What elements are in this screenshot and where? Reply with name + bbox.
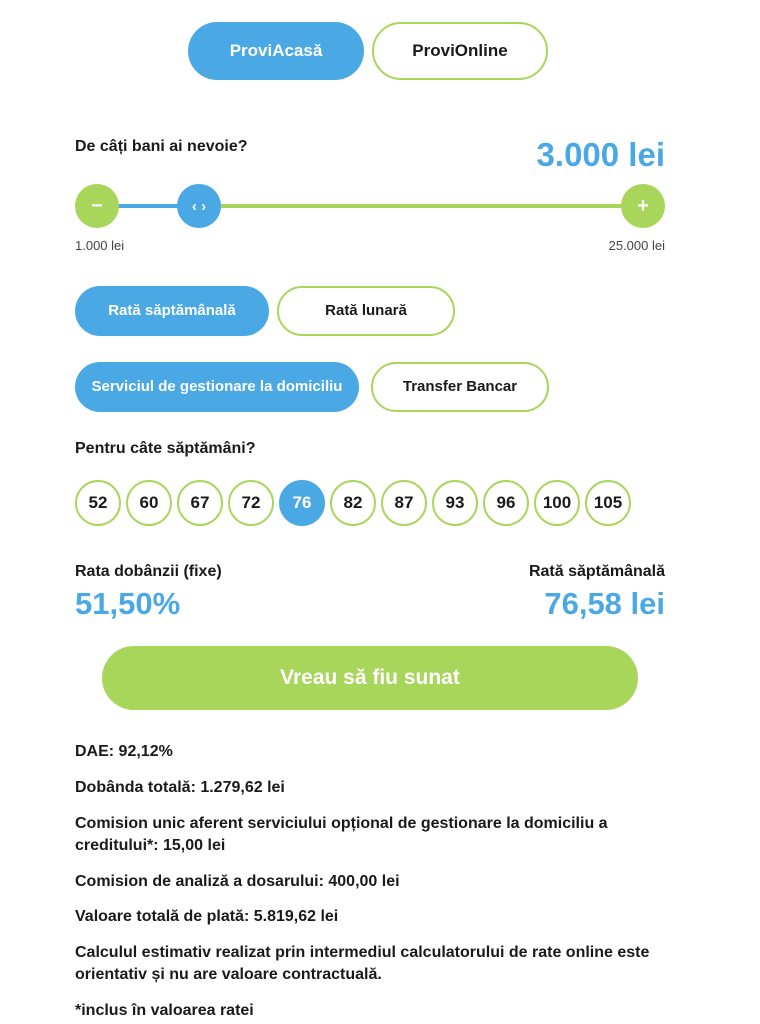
week-option-60[interactable]: 60: [126, 480, 172, 526]
monthly-rate-button[interactable]: Rată lunară: [277, 286, 455, 336]
week-option-52[interactable]: 52: [75, 480, 121, 526]
weekly-rate-button[interactable]: Rată săptămânală: [75, 286, 269, 336]
weekly-rate-value: 76,58 lei: [544, 586, 665, 621]
slider-handle[interactable]: ‹ ›: [177, 184, 221, 228]
weeks-selector: [75, 480, 631, 526]
week-option-87[interactable]: 87: [381, 480, 427, 526]
decrease-amount-button[interactable]: −: [75, 184, 119, 228]
dae-text: DAE: 92,12%: [75, 743, 173, 760]
call-me-button[interactable]: Vreau să fiu sunat: [102, 646, 638, 710]
week-option-100[interactable]: 100: [534, 480, 580, 526]
weeks-question: Pentru câte săptămâni?: [75, 440, 256, 457]
increase-amount-button[interactable]: +: [621, 184, 665, 228]
amount-min-label: 1.000 lei: [75, 238, 125, 253]
bank-transfer-button[interactable]: Transfer Bancar: [371, 362, 549, 412]
weekly-rate-label: Rată săptămânală: [528, 563, 665, 580]
interest-rate-label: Rata dobânzii (fixe): [75, 563, 222, 580]
tab-provionline[interactable]: ProviOnline: [372, 22, 548, 80]
week-option-93[interactable]: 93: [432, 480, 478, 526]
week-option-82[interactable]: 82: [330, 480, 376, 526]
home-commission-text: Comision unic aferent serviciului opțional de gestionare la domiciliu a creditului*: 15,00 lei: [75, 815, 608, 854]
amount-max-label: 25.000 lei: [608, 238, 665, 253]
analysis-commission-text: Comision de analiză a dosarului: 400,00 lei: [75, 873, 400, 890]
disclaimer-text: Calculul estimativ realizat prin intermediul calculatorului de rate online este orientativ și nu are valoare contractuală.: [75, 944, 650, 983]
slider-track[interactable]: [200, 204, 630, 208]
amount-value: 3.000 lei: [536, 136, 665, 173]
footnote-text: *inclus în valoarea ratei: [75, 1002, 254, 1019]
week-option-105[interactable]: 105: [585, 480, 631, 526]
total-payment-text: Valoare totală de plată: 5.819,62 lei: [75, 908, 339, 925]
week-option-67[interactable]: 67: [177, 480, 223, 526]
amount-question: De câți bani ai nevoie?: [75, 138, 248, 155]
tab-proviacasa[interactable]: ProviAcasă: [188, 22, 364, 80]
week-option-76[interactable]: 76: [279, 480, 325, 526]
interest-rate-value: 51,50%: [75, 586, 181, 621]
week-option-96[interactable]: 96: [483, 480, 529, 526]
total-interest-text: Dobânda totală: 1.279,62 lei: [75, 779, 285, 796]
week-option-72[interactable]: 72: [228, 480, 274, 526]
home-service-button[interactable]: Serviciul de gestionare la domiciliu: [75, 362, 359, 412]
